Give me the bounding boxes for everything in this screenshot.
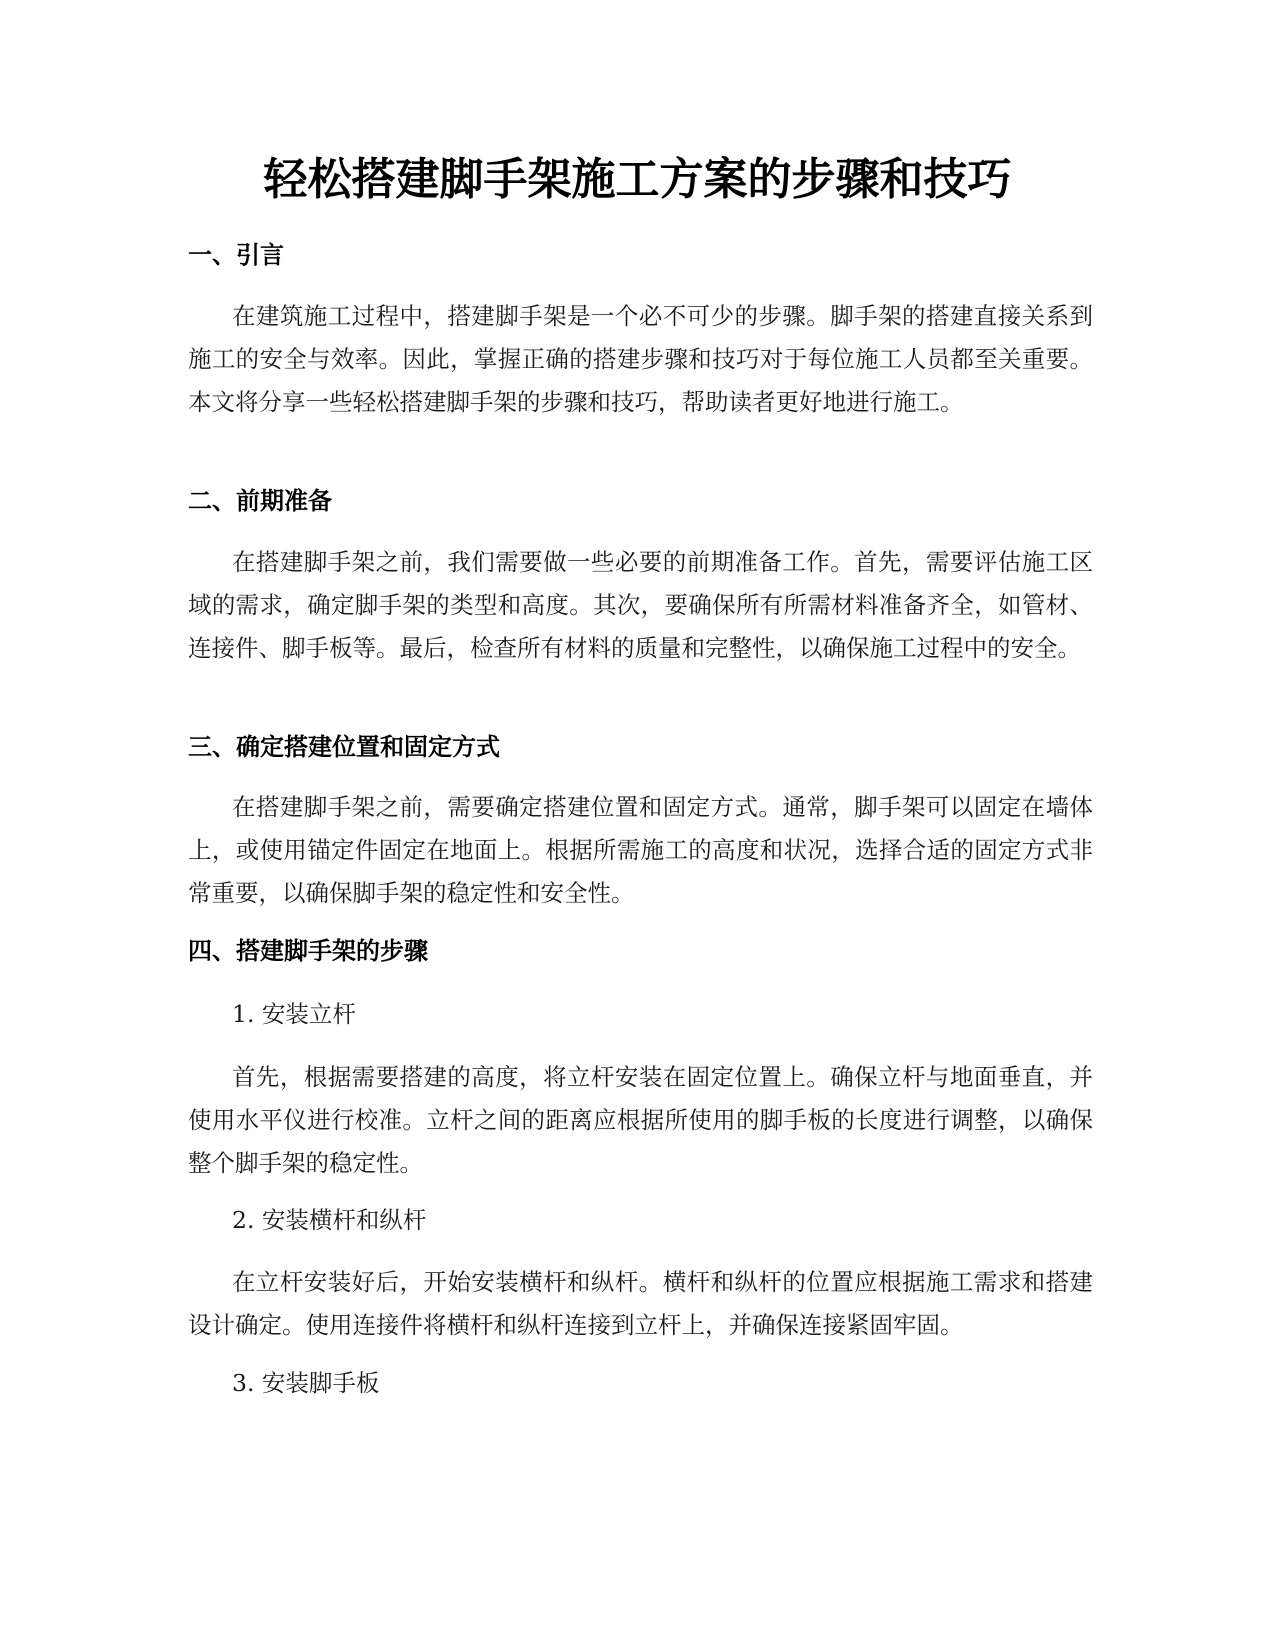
section-paragraph-introduction: 在建筑施工过程中，搭建脚手架是一个必不可少的步骤。脚手架的搭建直接关系到施工的安全与效率。因此，掌握正确的搭建步骤和技巧对于每位施工人员都至关重要。本文将分享一些轻松搭建脚手架的步骤和技巧，帮助读者更好地进行施工。	[188, 302, 1093, 416]
step-paragraph-2: 在立杆安装好后，开始安装横杆和纵杆。横杆和纵杆的位置应根据施工需求和搭建设计确定。使用连接件将横杆和纵杆连接到立杆上，并确保连接紧固牢固。	[188, 1268, 1093, 1339]
section-paragraph-location: 在搭建脚手架之前，需要确定搭建位置和固定方式。通常，脚手架可以固定在墙体上，或使用锚定件固定在地面上。根据所需施工的高度和状况，选择合适的固定方式非常重要，以确保脚手架的稳定性和安全性。	[188, 793, 1093, 907]
document-title: 轻松搭建脚手架施工方案的步骤和技巧	[263, 154, 1012, 205]
step-label-1: 1. 安装立杆	[232, 1000, 356, 1028]
section-heading-introduction: 一、引言	[188, 241, 284, 269]
section-heading-location: 三、确定搭建位置和固定方式	[188, 733, 500, 761]
section-paragraph-preparation: 在搭建脚手架之前，我们需要做一些必要的前期准备工作。首先，需要评估施工区域的需求，确定脚手架的类型和高度。其次，要确保所有所需材料准备齐全，如管材、连接件、脚手板等。最后，检查所有材料的质量和完整性，以确保施工过程中的安全。	[188, 548, 1093, 662]
section-heading-steps: 四、搭建脚手架的步骤	[188, 937, 428, 965]
step-paragraph-1: 首先，根据需要搭建的高度，将立杆安装在固定位置上。确保立杆与地面垂直，并使用水平仪进行校准。立杆之间的距离应根据所使用的脚手板的长度进行调整，以确保整个脚手架的稳定性。	[188, 1063, 1093, 1177]
step-label-3: 3. 安装脚手板	[232, 1369, 380, 1397]
section-heading-preparation: 二、前期准备	[188, 487, 332, 515]
step-label-2: 2. 安装横杆和纵杆	[232, 1206, 427, 1234]
